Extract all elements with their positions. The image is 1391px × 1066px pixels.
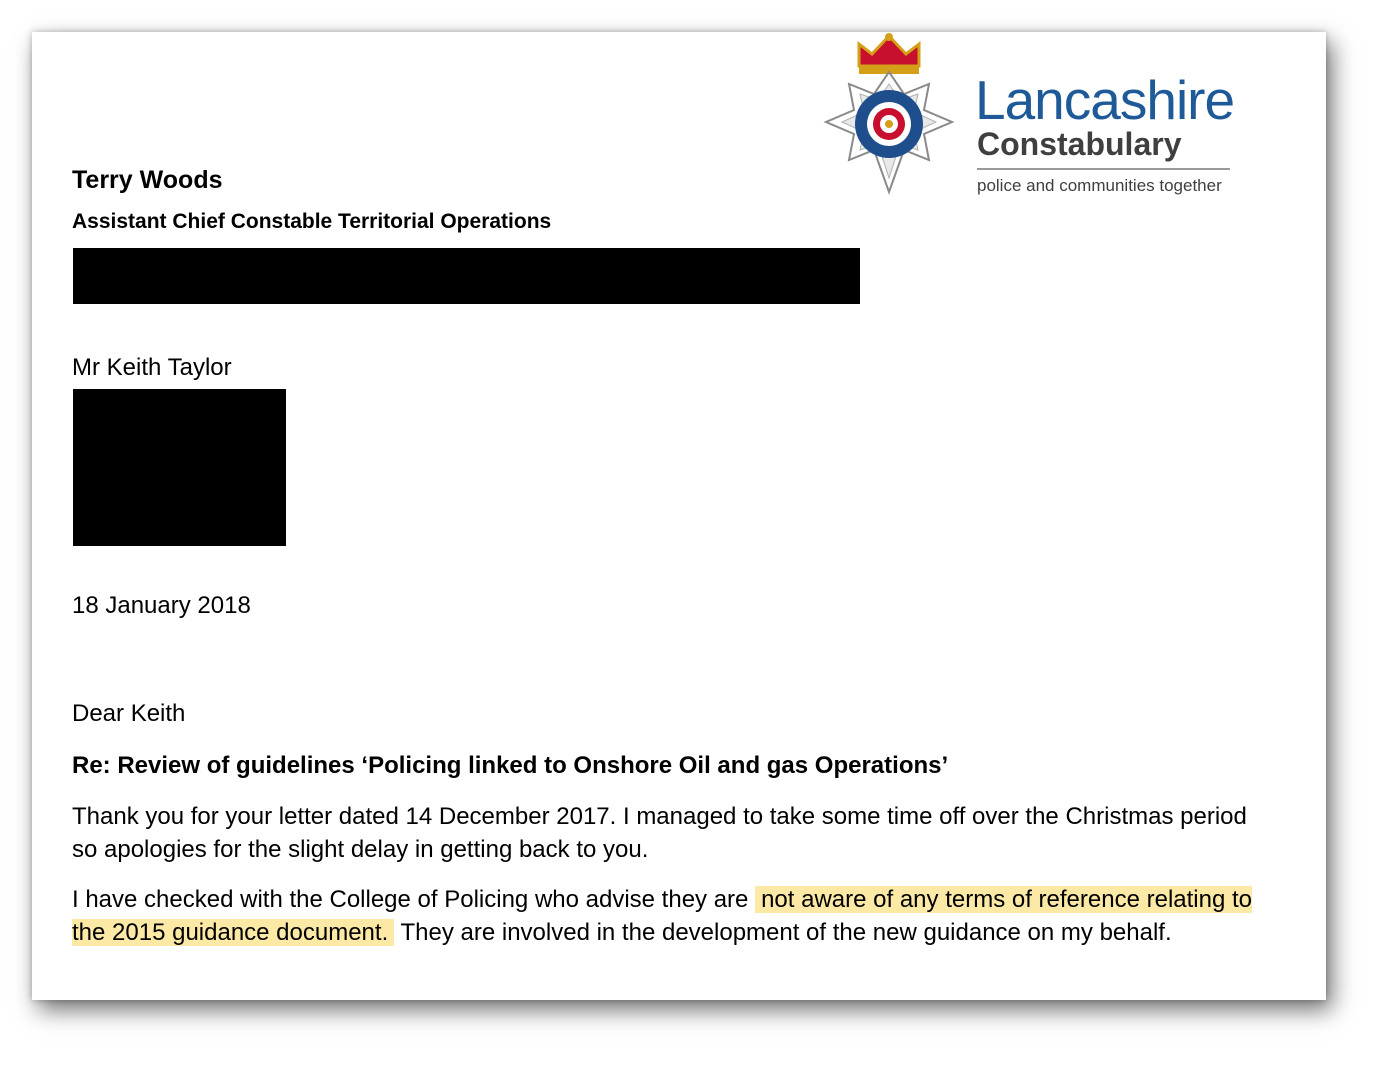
brand-name: Lancashire <box>975 69 1235 131</box>
highlighted-text: not aware of any terms of reference relating to the 2015 guidance document. <box>72 886 1252 946</box>
brand-divider <box>977 168 1230 170</box>
recipient-name: Mr Keith Taylor <box>72 354 232 381</box>
letter-date: 18 January 2018 <box>72 592 251 619</box>
body-paragraph: Thank you for your letter dated 14 December 2017. I managed to take some time off over the Christmas period so apologies for the slight delay in getting back to you. <box>72 803 1247 863</box>
sender-name: Terry Woods <box>72 166 223 194</box>
paragraph-text: They are involved in the development of the new guidance on my behalf. <box>400 919 1172 946</box>
subject-line: Re: Review of guidelines ‘Policing linked to Onshore Oil and gas Operations’ <box>72 752 949 779</box>
constabulary-badge-icon <box>814 32 964 200</box>
brand-subtitle: Constabulary <box>977 126 1182 162</box>
redaction-sender-address <box>73 248 860 304</box>
body-paragraph <box>72 883 1252 949</box>
salutation: Dear Keith <box>72 700 186 727</box>
letter-page <box>32 32 1326 1000</box>
brand-tagline: police and communities together <box>977 176 1222 195</box>
redaction-recipient-address <box>73 389 286 546</box>
paragraph-text: I have checked with the College of Policing who advise they are <box>72 886 749 913</box>
sender-title: Assistant Chief Constable Territorial Operations <box>72 210 552 233</box>
